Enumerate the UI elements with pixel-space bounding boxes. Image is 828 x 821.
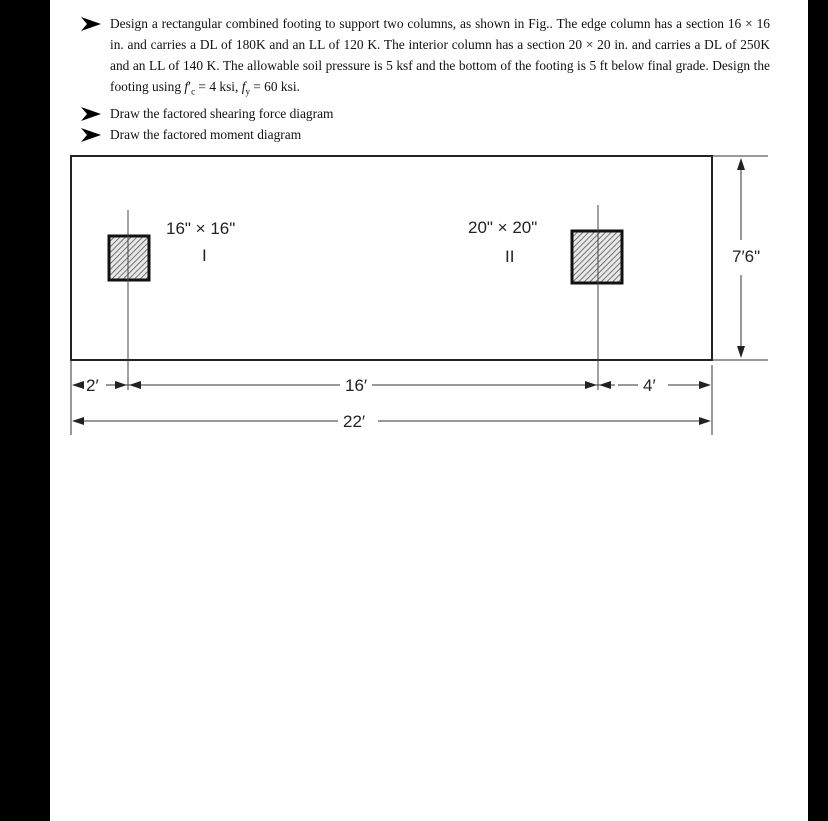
statement-line-3: and carries a DL of 250K and an LL of 140 K. The allowable soil pressure is 5 ksf and the bottom of the (110, 37, 770, 73)
statement-line-1: Design a rectangular combined footing to support two columns, as shown in Fig.. The edge column has a (110, 16, 683, 31)
dim-22ft-arrow-right (699, 417, 711, 425)
column-1 (109, 236, 149, 280)
dim-arrow-16ft-left (129, 381, 141, 389)
dim-22ft-label: 22′ (343, 412, 366, 431)
task-label: Draw the factored moment diagram (110, 126, 302, 142)
column-2-size-label: 20" × 20" (468, 218, 538, 237)
dim-22ft-arrow-left (72, 417, 84, 425)
dim-arrow-right-end (699, 381, 711, 389)
height-arrow-top (737, 158, 745, 170)
fy-expression: $f_y = 60$ ksi. (241, 79, 300, 97)
column-1-size-label: 16" × 16" (166, 219, 236, 238)
column-2 (572, 231, 622, 283)
dim-4ft-label: 4′ (643, 376, 656, 395)
column-2-mark: II (505, 247, 515, 266)
dim-16ft-label: 16′ (345, 376, 368, 395)
dim-arrow-16ft-right (585, 381, 597, 389)
height-arrow-bottom (737, 346, 745, 358)
statement-line-2: section 16 × 16 in. and carries a DL of 180K and an LL of 120 K. The interior column has a section 20 × 20 in. (110, 16, 770, 52)
height-label: 7′6" (732, 247, 761, 266)
dim-arrow-4ft-left (599, 381, 611, 389)
column-1-mark: I (202, 246, 207, 265)
fc-expression: $f'_c = 4$ ksi, (184, 79, 239, 97)
dim-2ft-label: 2′ (86, 376, 99, 395)
dim-arrow-left-end (72, 381, 84, 389)
dim-arrow-2ft-right (115, 381, 127, 389)
statement-line-4: footing is 5 ft below final grade. Design the footing using (110, 58, 770, 94)
task-label: Draw the factored shearing force diagram (110, 105, 334, 121)
